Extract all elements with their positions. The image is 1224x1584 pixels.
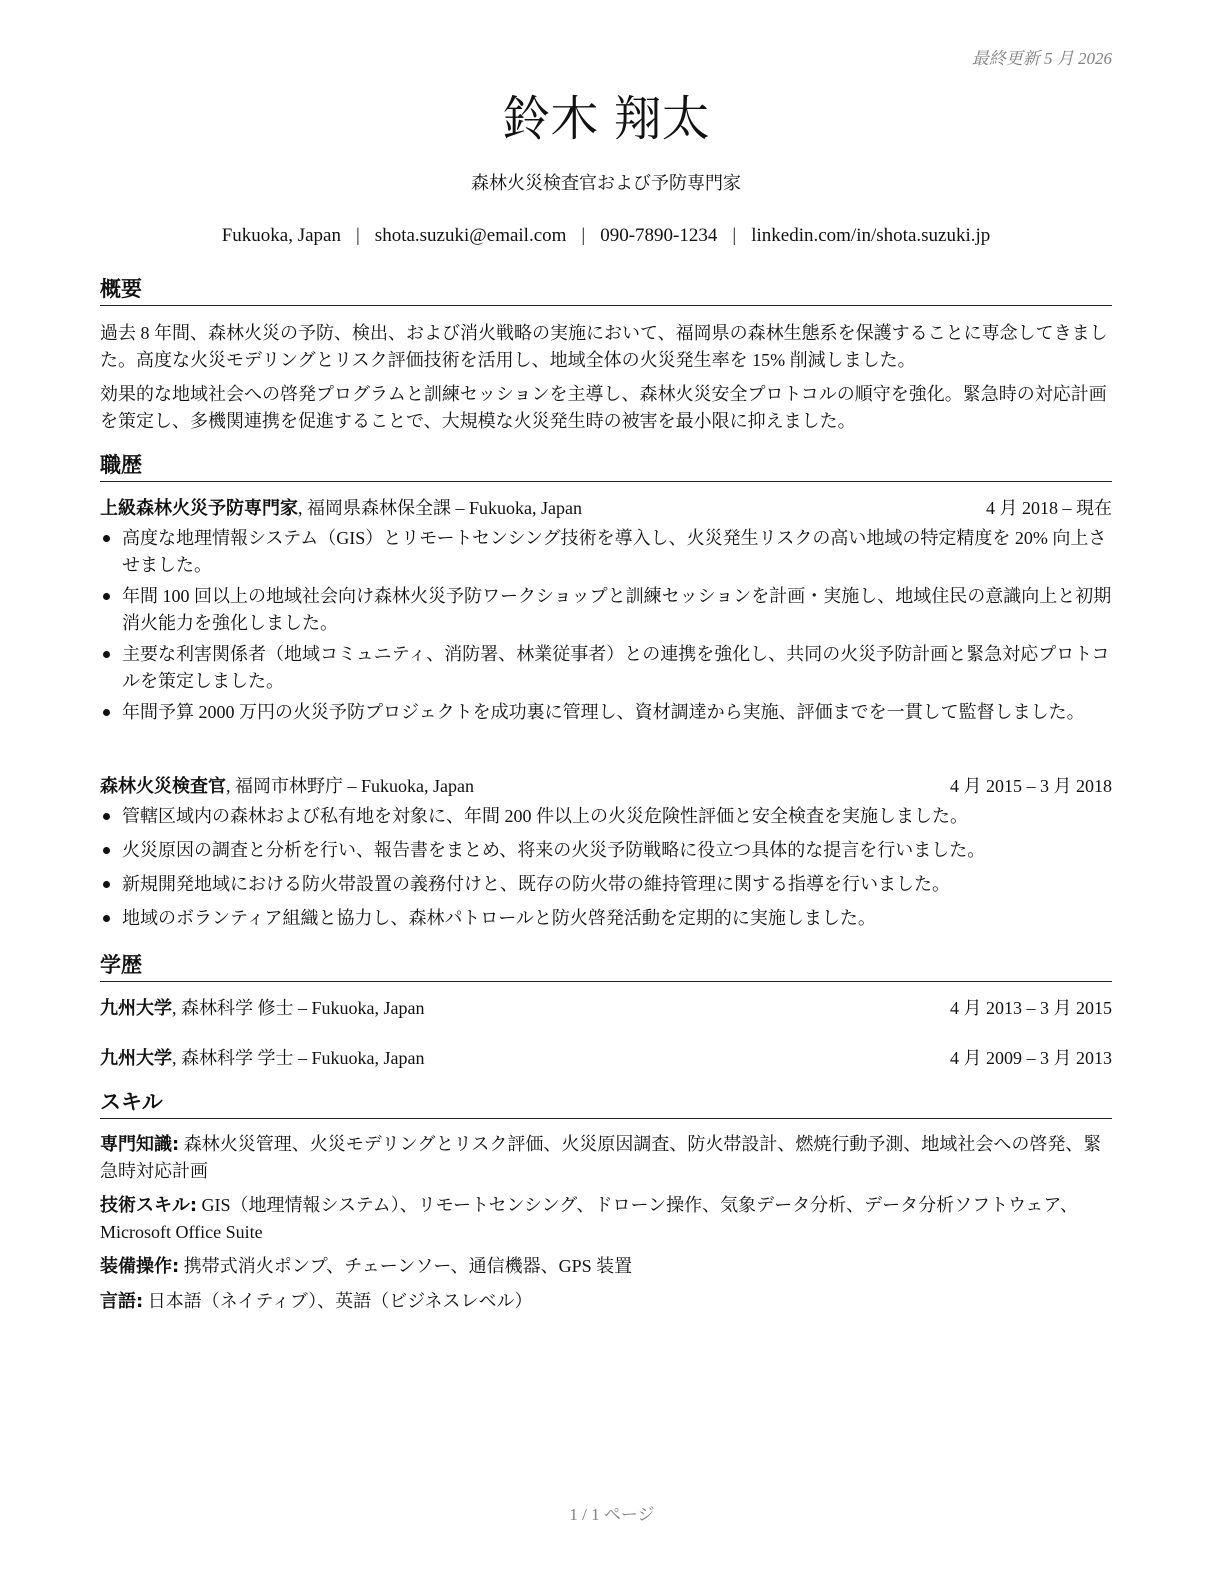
job-dates: 4 月 2018 – 現在 [986, 498, 1112, 518]
resume-page [100, 0, 1112, 1584]
job-headline: 森林火災検査官および予防専門家 [471, 173, 741, 193]
job-title: 森林火災検査官 [100, 776, 226, 797]
section-heading-skills: スキル [100, 1087, 1112, 1119]
contact-email[interactable]: shota.suzuki@email.com [374, 225, 567, 246]
bullet-icon [103, 847, 110, 854]
list-item: 火災原因の調査と分析を行い、報告書をまとめ、将来の火災予防戦略に役立つ具体的な提言を行いました。 [100, 837, 1112, 864]
page-indicator: 1 / 1 ページ [569, 1505, 655, 1524]
job-title: 上級森林火災予防専門家 [100, 498, 298, 519]
job-organization: , 福岡県森林保全課 – Fukuoka, Japan [298, 498, 582, 518]
candidate-name: 鈴木 翔太 [502, 91, 710, 147]
job-dates: 4 月 2015 – 3 月 2018 [950, 776, 1112, 796]
skill-line [100, 1131, 1112, 1185]
skill-value: 携帯式消火ポンプ、チェーンソー、通信機器、GPS 装置 [179, 1256, 633, 1276]
list-item: 管轄区域内の森林および私有地を対象に、年間 200 件以上の火災危険性評価と安全検査を実施しました。 [100, 803, 1112, 830]
skill-value: 森林火災管理、火災モデリングとリスク評価、火災原因調査、防火帯設計、燃焼行動予測、地域社会への啓発、緊急時対応計画 [100, 1134, 1102, 1181]
bullet-icon [103, 709, 110, 716]
skill-line [100, 1253, 1112, 1280]
contact-separator: | [581, 225, 586, 246]
skill-line [100, 1288, 1112, 1315]
education-dates: 4 月 2013 – 3 月 2015 [950, 998, 1112, 1018]
skill-label: 専門知識: [100, 1134, 180, 1155]
contact-linkedin[interactable]: linkedin.com/in/shota.suzuki.jp [751, 225, 991, 246]
skill-label: 装備操作: [100, 1256, 180, 1277]
degree: , 森林科学 学士 – Fukuoka, Japan [172, 1048, 425, 1068]
list-item: 主要な利害関係者（地域コミュニティ、消防署、林業従事者）との連携を強化し、共同の火災予防計画と緊急対応プロトコルを策定しました。 [100, 641, 1112, 695]
school-name: 九州大学 [100, 998, 172, 1019]
list-item: 地域のボランティア組織と協力し、森林パトロールと防火啓発活動を定期的に実施しました。 [100, 905, 1112, 932]
list-item: 新規開発地域における防火帯設置の義務付けと、既存の防火帯の維持管理に関する指導を行いました。 [100, 871, 1112, 898]
section-heading-summary: 概要 [100, 274, 1112, 306]
bullet-icon [103, 813, 110, 820]
skill-label: 言語: [100, 1291, 144, 1312]
bullet-icon [103, 651, 110, 658]
section-heading-experience: 職歴 [100, 450, 1112, 482]
skill-value: 日本語（ネイティブ）、英語（ビジネスレベル） [143, 1291, 533, 1311]
job-bullets [100, 525, 1112, 726]
summary-paragraph: 過去 8 年間、森林火災の予防、検出、および消火戦略の実施において、福岡県の森林生態系を保護することに専念してきました。高度な火災モデリングとリスク評価技術を活用し、地域全体の火災発生率を 15% 削減しました。 [100, 323, 1108, 370]
contact-separator: | [355, 225, 360, 246]
list-item: 年間予算 2000 万円の火災予防プロジェクトを成功裏に管理し、資材調達から実施、評価までを一貫して監督しました。 [100, 699, 1112, 726]
degree: , 森林科学 修士 – Fukuoka, Japan [172, 998, 425, 1018]
contact-location: Fukuoka, Japan [221, 225, 341, 246]
bullet-icon [103, 915, 110, 922]
contact-phone: 090-7890-1234 [600, 225, 718, 246]
school-name: 九州大学 [100, 1048, 172, 1069]
job-bullets [100, 803, 1112, 932]
list-item: 年間 100 回以上の地域社会向け森林火災予防ワークショップと訓練セッションを計画・実施し、地域住民の意識向上と初期消火能力を強化しました。 [100, 583, 1112, 637]
contact-line [100, 223, 1112, 249]
bullet-icon [103, 535, 110, 542]
bullet-icon [103, 881, 110, 888]
skill-label: 技術スキル: [100, 1195, 198, 1216]
contact-separator: | [732, 225, 737, 246]
job-organization: , 福岡市林野庁 – Fukuoka, Japan [226, 776, 474, 796]
section-heading-education: 学歴 [100, 950, 1112, 982]
list-item: 高度な地理情報システム（GIS）とリモートセンシング技術を導入し、火災発生リスクの高い地域の特定精度を 20% 向上させました。 [100, 525, 1112, 579]
skill-line [100, 1192, 1112, 1246]
education-dates: 4 月 2009 – 3 月 2013 [950, 1048, 1112, 1068]
skill-value: GIS（地理情報システム）、リモートセンシング、ドローン操作、気象データ分析、データ分析ソフトウェア、Microsoft Office Suite [100, 1195, 1078, 1242]
bullet-icon [103, 593, 110, 600]
summary-paragraph: 効果的な地域社会への啓発プログラムと訓練セッションを主導し、森林火災安全プロトコルの順守を強化。緊急時の対応計画を策定し、多機関連携を促進することで、大規模な火災発生時の被害を最小限に抑えました。 [100, 384, 1107, 431]
last-updated: 最終更新 5 月 2026 [971, 49, 1112, 68]
